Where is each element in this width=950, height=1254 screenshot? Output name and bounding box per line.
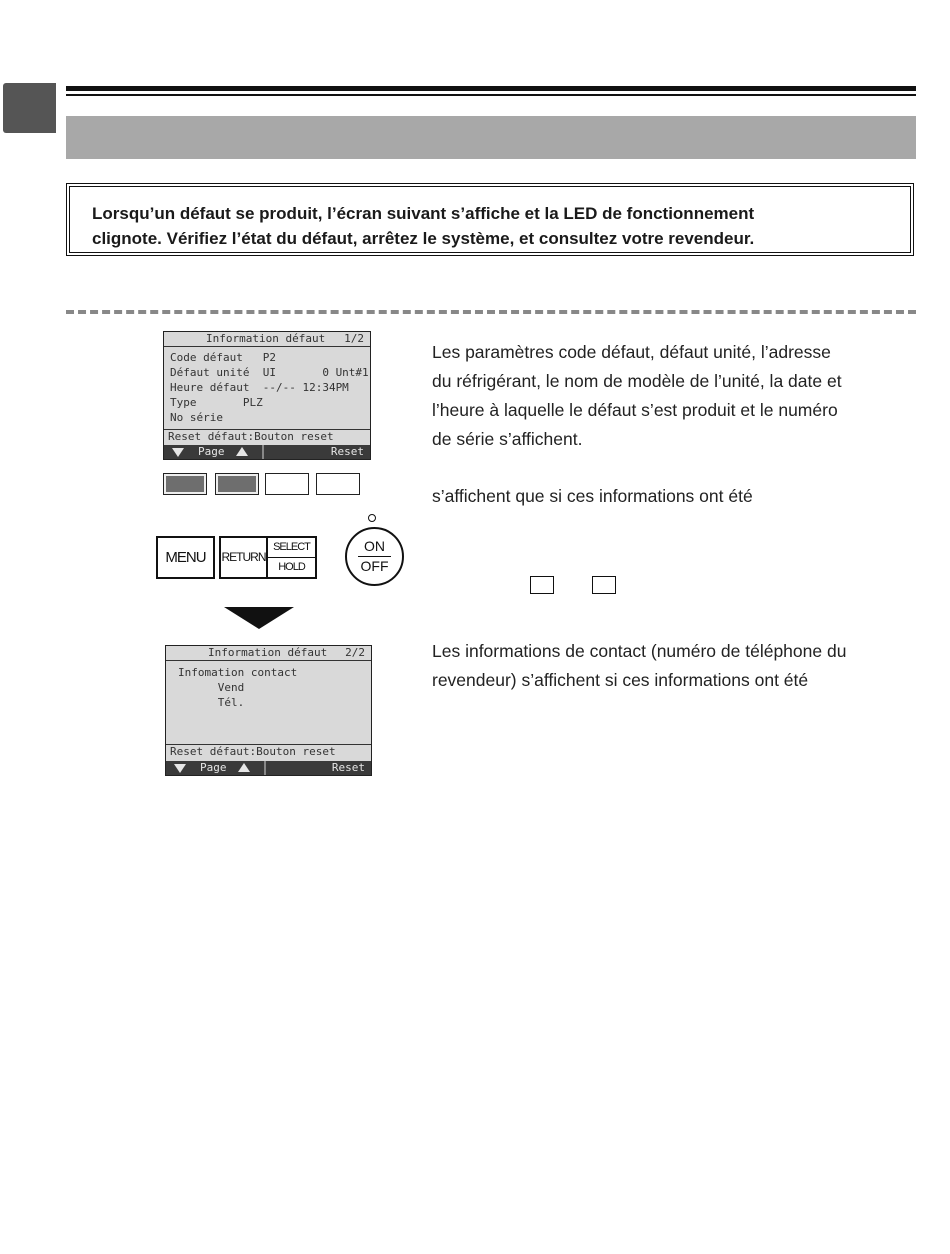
on-off-divider	[358, 556, 391, 557]
contact-info-row: Infomation contact	[178, 666, 298, 679]
function-bar	[166, 761, 371, 775]
error-code-row: Code défaut P2	[170, 351, 276, 364]
dashed-separator	[66, 310, 916, 314]
para3-line-1: Les informations de contact (numéro de téléphone du	[432, 641, 847, 661]
reset-hint: Reset défaut:Bouton reset	[164, 429, 370, 444]
notice-line-2: clignote. Vérifiez l’état du défaut, arrêtez le système, et consultez votre revendeur.	[92, 229, 755, 248]
notice-box-inner	[69, 186, 911, 253]
screen-page-number: 2/2	[345, 646, 365, 659]
error-info-description	[432, 338, 917, 454]
telephone-row: Tél.	[178, 696, 245, 709]
screen-title-bar	[164, 332, 370, 347]
hold-label: HOLD	[278, 561, 305, 573]
page-label: Page	[198, 445, 225, 458]
notice-text	[92, 201, 902, 251]
reset-label: Reset	[330, 445, 364, 458]
error-info-screen-page-1	[163, 331, 371, 460]
para1-line-2: du réfrigérant, le nom de modèle de l’unité, la date et	[432, 371, 842, 391]
page-up-icon	[238, 763, 250, 772]
header-rule-thick	[66, 86, 916, 91]
bar-separator	[262, 445, 264, 459]
operation-led-icon	[368, 514, 376, 522]
bar-separator	[264, 761, 266, 775]
function-bar	[164, 445, 370, 459]
model-type-row: Type PLZ	[170, 396, 263, 409]
screen-page-number: 1/2	[344, 332, 364, 345]
error-time-row: Heure défaut --/-- 12:34PM	[170, 381, 349, 394]
header-rule-thin	[66, 94, 916, 96]
function-button-f4[interactable]	[316, 473, 360, 495]
menu-button[interactable]: MENU	[156, 536, 215, 579]
page-down-icon	[174, 764, 186, 773]
reset-hint: Reset défaut:Bouton reset	[166, 744, 371, 759]
button-symbol-box-2	[592, 576, 616, 594]
select-label: SELECT	[268, 538, 315, 558]
para1-line-3: l’heure à laquelle le défaut s’est produit et le numéro	[432, 400, 838, 420]
function-button-f3[interactable]	[265, 473, 309, 495]
page-up-icon	[236, 447, 248, 456]
function-button-f2[interactable]	[215, 473, 259, 495]
para3-line-2: revendeur) s’affichent si ces informations ont été	[432, 670, 809, 690]
section-tab-marker	[3, 83, 56, 133]
screen-title: Information défaut	[206, 332, 326, 345]
para1-line-1: Les paramètres code défaut, défaut unité, l’adresse	[432, 342, 831, 362]
page-down-icon	[172, 448, 184, 457]
serial-number-row: No série	[170, 411, 223, 424]
para1-line-4: de série s’affichent.	[432, 429, 583, 449]
button-symbol-box-1	[530, 576, 554, 594]
arrow-down-icon	[224, 607, 294, 629]
select-hold-button[interactable]	[266, 536, 317, 579]
return-button[interactable]: RETURN	[219, 536, 268, 579]
error-unit-row: Défaut unité UI 0 Unt#1	[170, 366, 369, 379]
contact-info-description	[432, 637, 917, 695]
page-label: Page	[200, 761, 227, 774]
screen-title-bar	[166, 646, 371, 661]
on-label: ON	[364, 538, 385, 554]
screen-title: Information défaut	[208, 646, 328, 659]
error-info-screen-page-2	[165, 645, 372, 776]
function-button-f1[interactable]	[163, 473, 207, 495]
on-off-button[interactable]	[345, 527, 404, 586]
dealer-row: Vend	[178, 681, 245, 694]
notice-box	[66, 183, 914, 256]
off-label: OFF	[360, 558, 389, 574]
display-condition-text: s’affichent que si ces informations ont été	[432, 486, 753, 506]
notice-line-1: Lorsqu’un défaut se produit, l’écran suivant s’affiche et la LED de fonctionnement	[92, 204, 755, 223]
reset-label: Reset	[331, 761, 365, 774]
section-title-band	[66, 116, 916, 159]
